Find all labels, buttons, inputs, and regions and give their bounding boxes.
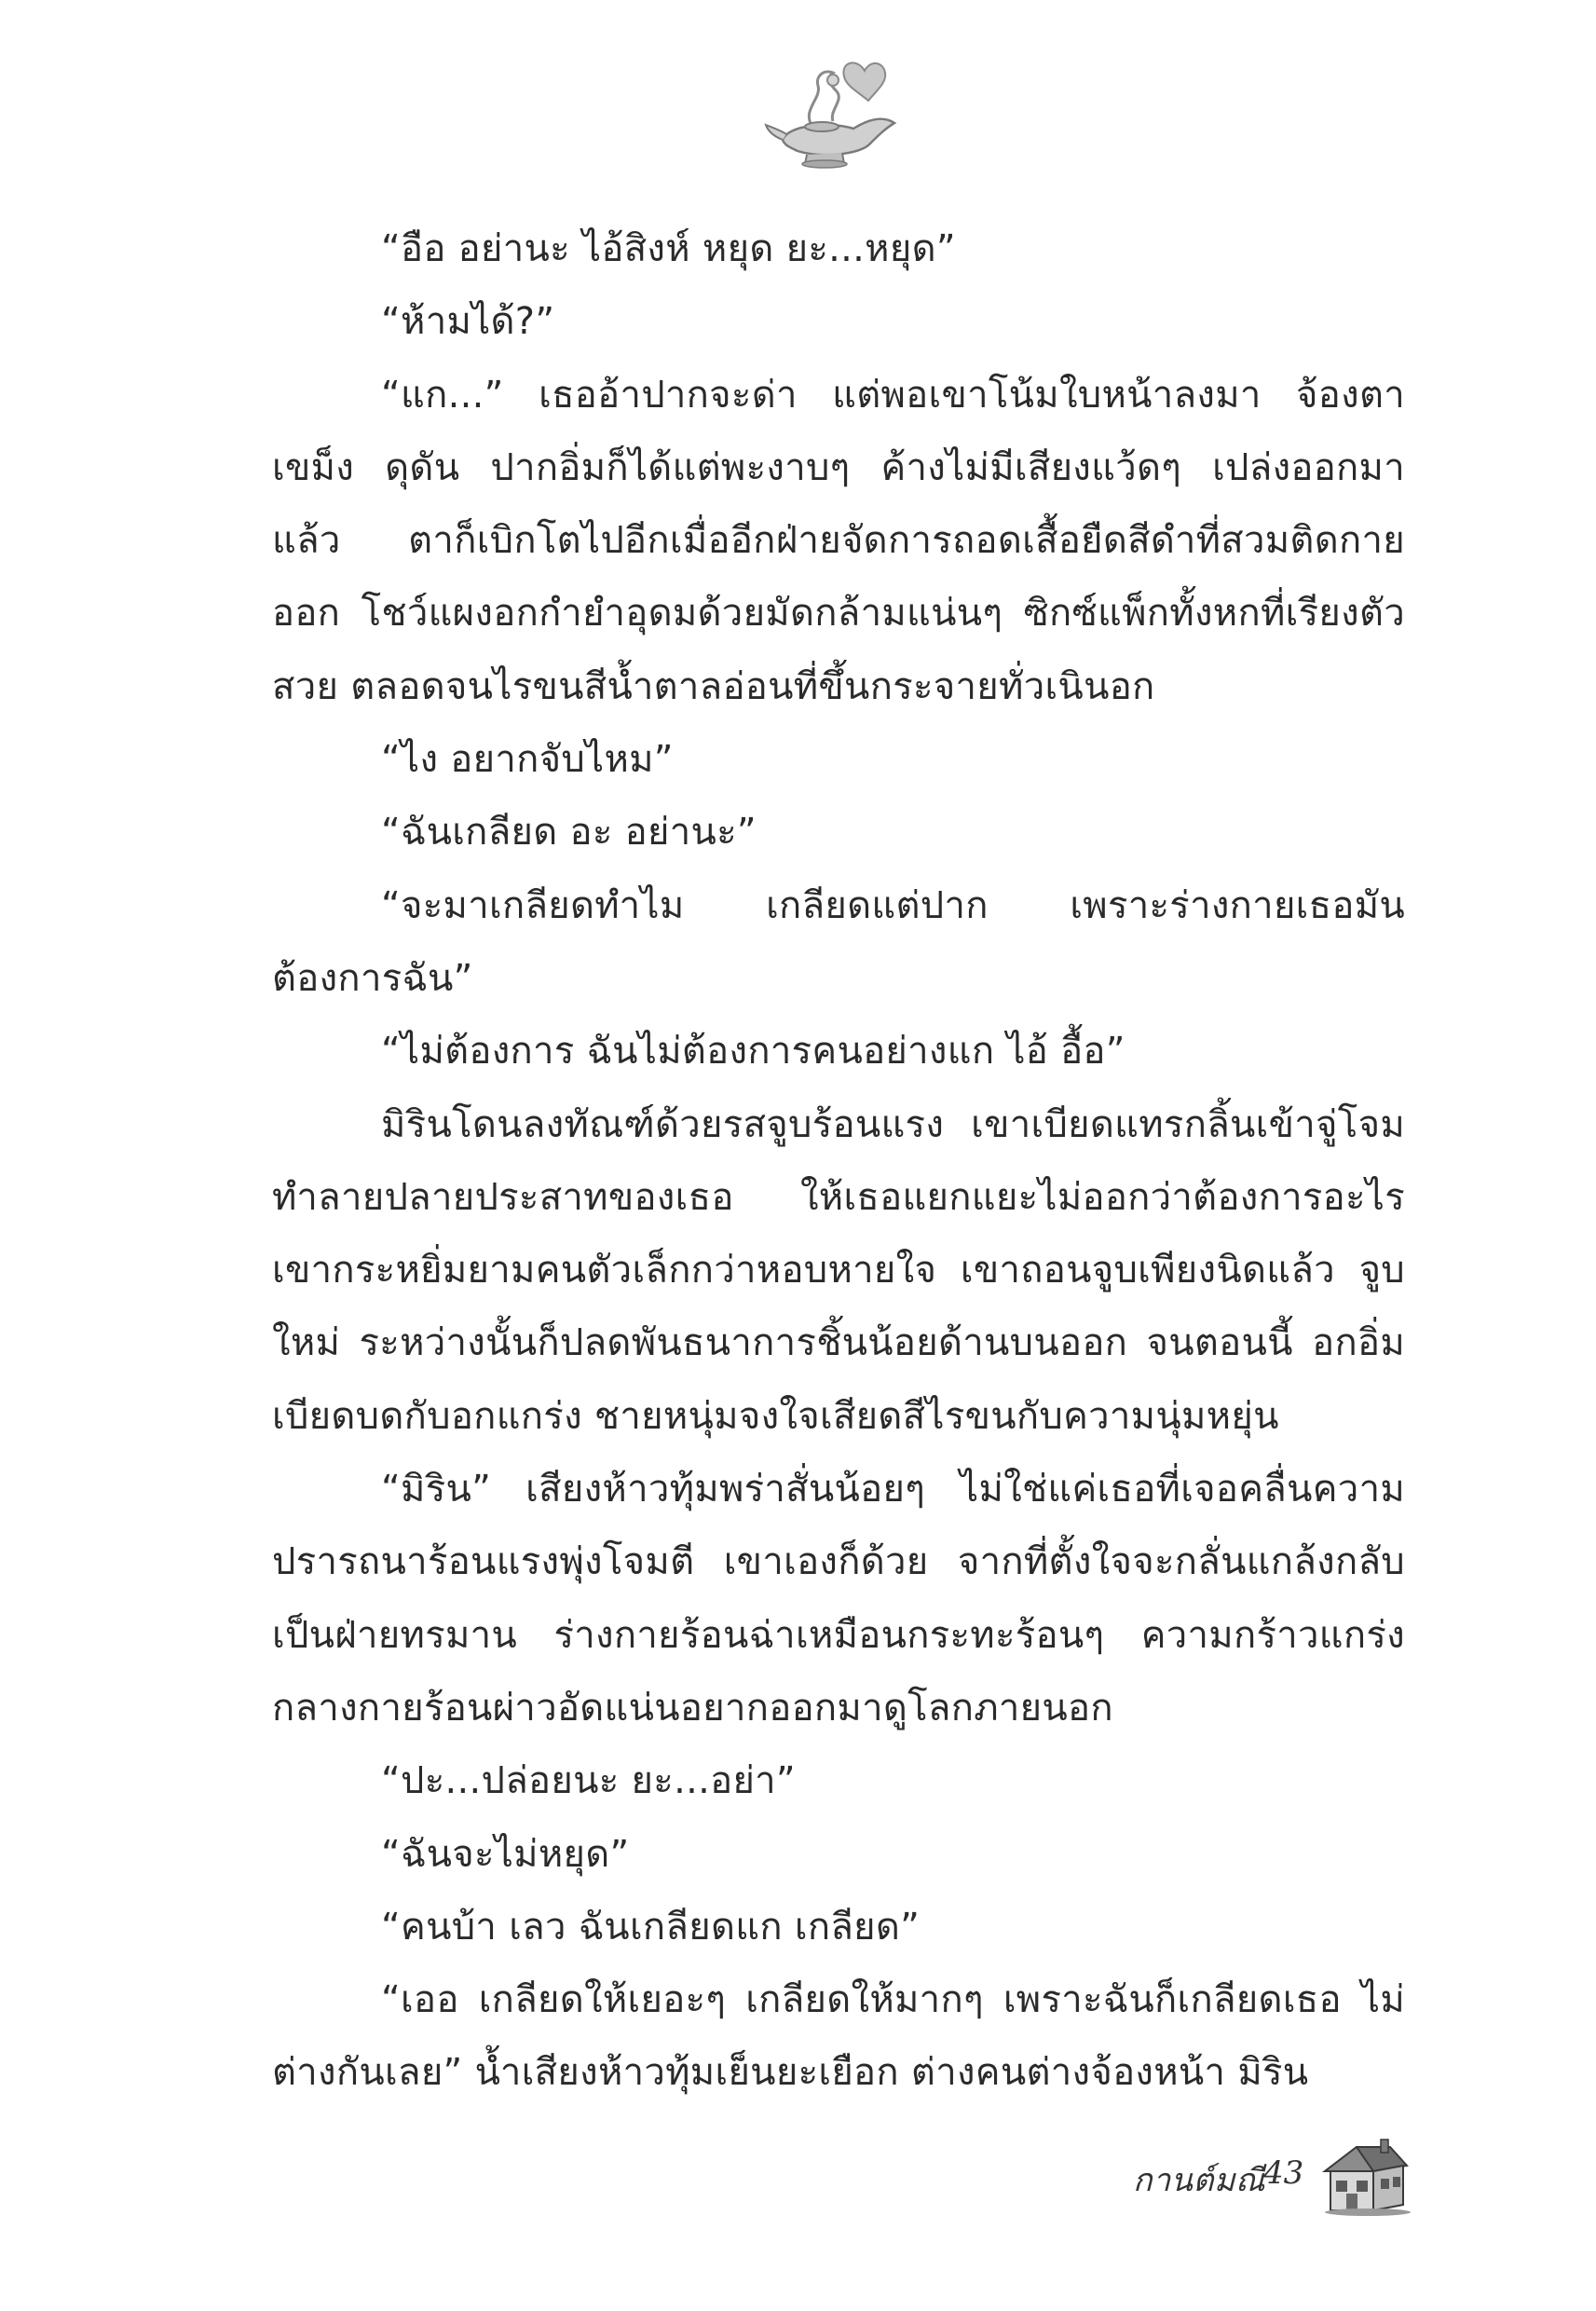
page-number: 43 bbox=[1263, 2154, 1304, 2192]
narrative-paragraph-1: “แก...” เธออ้าปากจะด่า แต่พอเขาโน้มใบหน้าลงมา จ้องตาเขม็ง ดุดัน ปากอิ่มก็ได้แต่พะงาบๆ ค้างไม่มีเสียงแว้ดๆ เปล่งออกมา แล้ว ตาก็เบิกโตไปอีกเมื่ออีกฝ่ายจัดการถอดเสื้อยืดสีดำที่สวมติดกายออก โชว์แผงอกกำยำอุดมด้วยมัดกล้ามแน่นๆ ซิกซ์แพ็กทั้งหกที่เรียงตัวสวย ตลอดจนไรขนสีน้ำตาลอ่อนที่ขึ้นกระจายทั่วเนินอก bbox=[272, 373, 1405, 708]
dialogue-line-7: “ฉันจะไม่หยุด” bbox=[381, 1832, 630, 1876]
narrative-paragraph-3: “มิริน” เสียงห้าวทุ้มพร่าสั่นน้อยๆ ไม่ใช่แค่เธอที่เจอคลื่นความ ปรารถนาร้อนแรงพุ่งโจมตี เขาเองก็ด้วย จากที่ตั้งใจจะกลั่นแกล้งกลับ เป็นฝ่ายทรมาน ร่างกายร้อนฉ่าเหมือนกระทะร้อนๆ ความกร้าวแกร่ง กลางกายร้อนผ่าวอัดแน่นอยากออกมาดูโลกภายนอก bbox=[272, 1468, 1405, 1730]
narrative-paragraph-2: มิรินโดนลงทัณฑ์ด้วยรสจูบร้อนแรง เขาเบียดแทรกลิ้นเข้าจู่โจม ทำลายปลายประสาทของเธอ ให้เธอแยกแยะไม่ออกว่าต้องการอะไร เขากระหยิ่มยามคนตัวเล็กกว่าหอบหายใจ เขาถอนจูบเพียงนิดแล้ว จูบใหม่ ระหว่างนั้นก็ปลดพันธนาการชิ้นน้อยด้านบนออก จนตอนนี้ อกอิ่มเบียดบดกับอกแกร่ง ชายหนุ่มจงใจเสียดสีไรขนกับความนุ่มหยุ่น bbox=[272, 1102, 1405, 1438]
genie-lamp-icon bbox=[764, 54, 904, 171]
dialogue-line-6: “ปะ...ปล่อยนะ ยะ...อย่า” bbox=[381, 1759, 796, 1803]
dialogue-line-5: “ไม่ต้องการ ฉันไม่ต้องการคนอย่างแก ไอ้ อื้อ” bbox=[381, 1030, 1125, 1073]
dialogue-line-8: “คนบ้า เลว ฉันเกลียดแก เกลียด” bbox=[381, 1905, 921, 1949]
book-title: กานต์มณี bbox=[1133, 2162, 1265, 2199]
narrative-paragraph-4: “เออ เกลียดให้เยอะๆ เกลียดให้มากๆ เพราะฉันก็เกลียดเธอ ไม่ต่างกันเลย” น้ำเสียงห้าวทุ้มเย็นยะเยือก ต่างคนต่างจ้องหน้า มิริน bbox=[272, 1978, 1405, 2095]
dialogue-line-2: “ห้ามได้?” bbox=[381, 300, 555, 344]
dialogue-line-3: “ไง อยากจับไหม” bbox=[381, 738, 674, 782]
house-icon bbox=[1319, 2134, 1412, 2218]
dialogue-paragraph-1: “จะมาเกลียดทำไม เกลียดแต่ปาก เพราะร่างกายเธอมัน ต้องการฉัน” bbox=[272, 883, 1405, 1000]
dialogue-line-4: “ฉันเกลียด อะ อย่านะ” bbox=[381, 811, 757, 855]
body-text bbox=[272, 212, 1405, 2110]
dialogue-line-1: “อือ อย่านะ ไอ้สิงห์ หยุด ยะ...หยุด” bbox=[381, 227, 956, 270]
page-footer bbox=[1133, 2134, 1412, 2218]
